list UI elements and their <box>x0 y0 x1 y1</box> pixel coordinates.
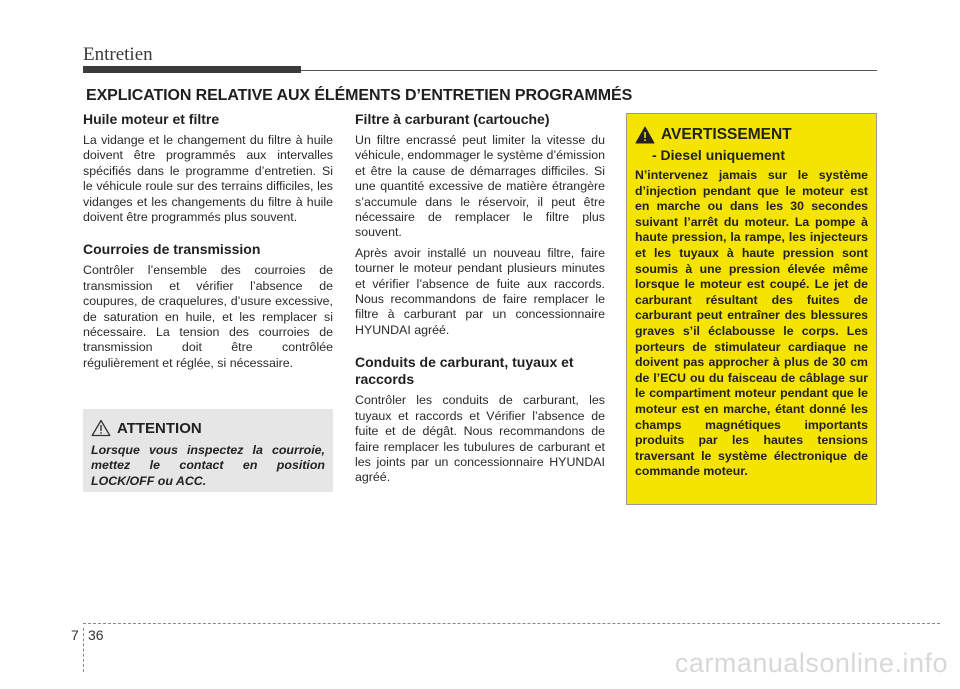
header-rule <box>301 70 877 71</box>
chapter-number: 7 <box>71 627 79 643</box>
warning-triangle-icon <box>635 126 655 144</box>
middle-column <box>355 111 605 491</box>
fuel-filter-heading: Filtre à carburant (cartouche) <box>355 111 550 127</box>
fuel-lines-heading: Conduits de carburant, tuyaux et raccords <box>355 354 574 388</box>
warning-box <box>626 113 877 505</box>
warning-text: N’intervenez jamais sur le système d’injection pendant que le moteur est en marche ou dans les 30 secondes suivant l’arrêt du moteur. La pompe à haute pression, la rampe, les injecteurs et les tuyaux à haute pression sont soumis à une pression élevée même lorsque le moteur est coupé. Le jet de carburant résultant des fuites de carburant peut entraîner des blessures graves s’il éclabousse le corps. Les porteurs de stimulateur cardiaque ne doivent pas approcher à plus de 30 cm de l’ECU ou du faisceau de câblage sur le compartiment moteur pendant que le moteur est en marche, étant donné les champs magnétiques importants produits par les hautes tensions traversant le système électronique de commande moteur. <box>635 168 868 479</box>
footer-divider <box>83 628 84 672</box>
attention-box <box>83 409 333 492</box>
fuel-lines-paragraph: Contrôler les conduits de carburant, les tuyaux et raccords et Vérifier l’absence de fuite et de dégât. Nous recommandons de faire remplacer les tubulures de carburant et les joints par un concessionnaire HYUNDAI agréé. <box>355 393 605 485</box>
watermark: carmanualsonline.info <box>674 648 948 678</box>
header-bar <box>83 66 301 73</box>
fuel-filter-paragraph-1: Un filtre encrassé peut limiter la vitesse du véhicule, endommager le système d’émission et être la cause de démarrages difficiles. Si une quantité excessive de matière étrangère s’accumule dans le réservoir, il peut être nécessaire de remplacer le filtre plus souvent. <box>355 133 605 240</box>
page-number: 36 <box>88 627 104 643</box>
oil-filter-paragraph: La vidange et le changement du filtre à huile doivent être programmés aux intervalles spécifiés dans le programme d’entretien. Si le véhicule roule sur des terrains difficiles, les vidanges et les changements du filtre à huile doivent être programmés plus souvent. <box>83 133 333 225</box>
fuel-filter-paragraph-2: Après avoir installé un nouveau filtre, faire tourner le moteur pendant plusieurs minutes et vérifier l’absence de fuite aux raccords. Nous recommandons de faire remplacer le filtre à carburant par un concessionnaire HYUNDAI agréé. <box>355 245 605 337</box>
left-column <box>83 111 333 376</box>
attention-title: ATTENTION <box>117 419 202 437</box>
belts-paragraph: Contrôler l’ensemble des courroies de transmission et vérifier l’absence de coupures, de craquelures, d’usure excessive, de saturation en huile, et les remplacer si nécessaire. La tension des courroies de transmission doit être contrôlée régulièrement et réglée, si nécessaire. <box>83 263 333 370</box>
caution-triangle-icon <box>91 419 111 437</box>
warning-subtitle: - Diesel uniquement <box>652 147 786 163</box>
oil-filter-heading: Huile moteur et filtre <box>83 111 220 127</box>
belts-heading: Courroies de transmission <box>83 241 261 258</box>
footer-rule <box>83 623 940 624</box>
warning-title: AVERTISSEMENT <box>661 126 792 143</box>
attention-text: Lorsque vous inspectez la courroie, mettez le contact en position LOCK/OFF ou ACC. <box>91 443 325 488</box>
section-title: EXPLICATION RELATIVE AUX ÉLÉMENTS D’ENTRETIEN PROGRAMMÉS <box>86 87 633 104</box>
header-title: Entretien <box>83 44 153 65</box>
